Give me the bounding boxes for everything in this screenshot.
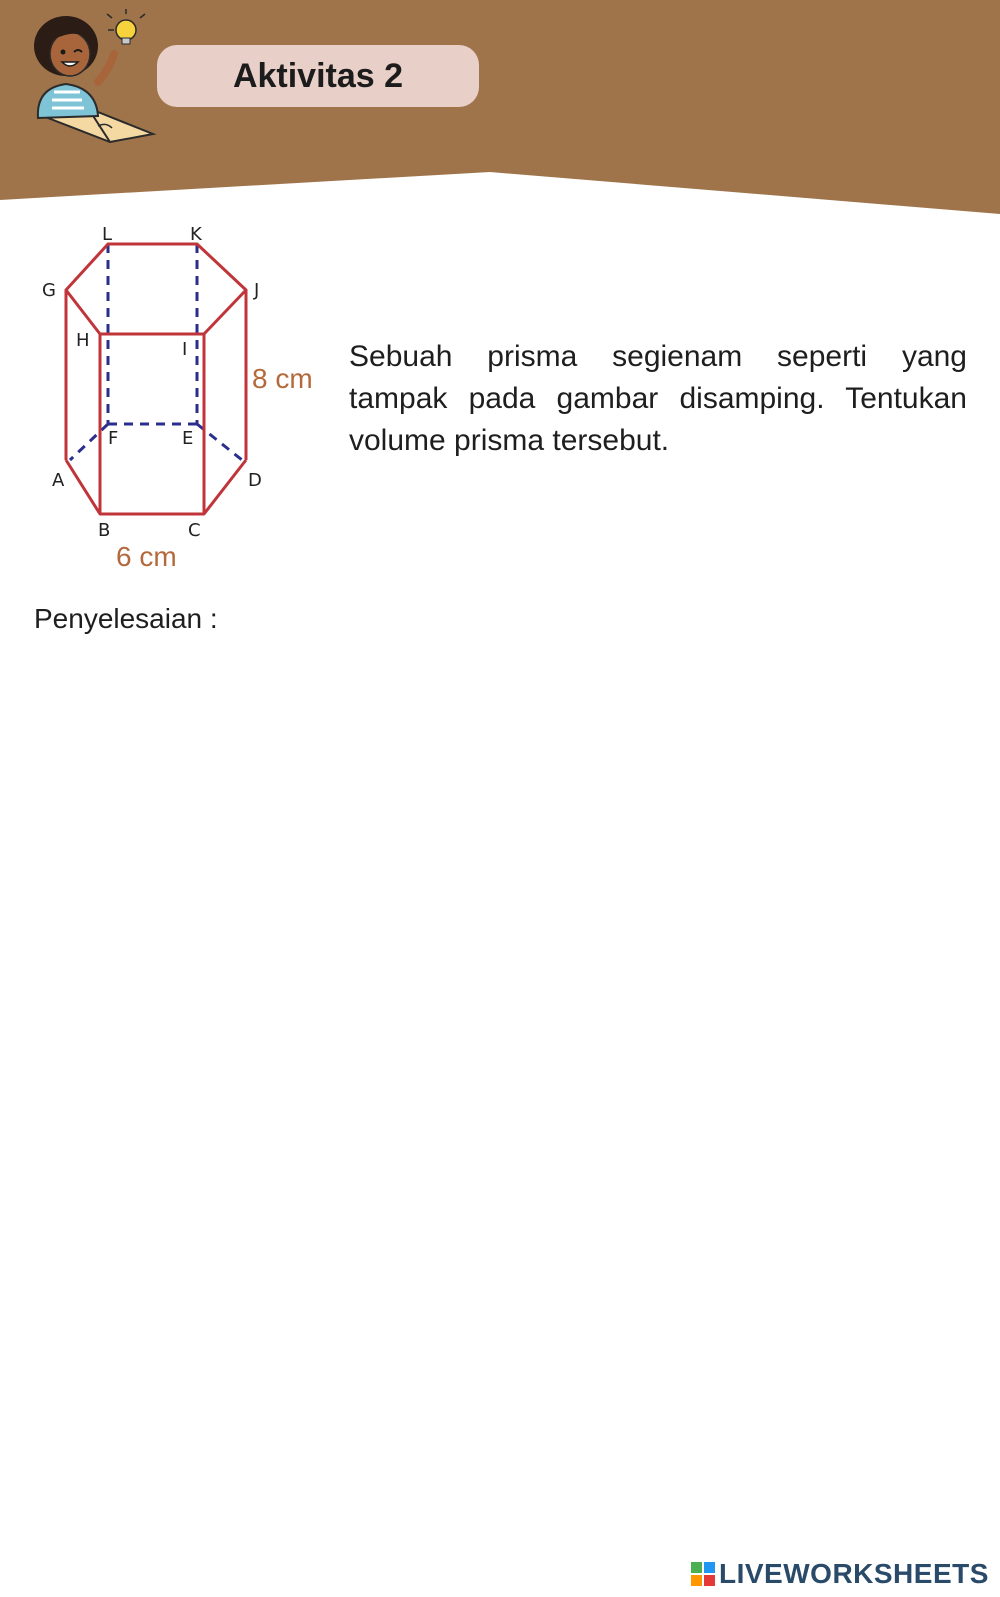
liveworksheets-grid-icon <box>691 1562 715 1586</box>
problem-statement: Sebuah prisma segienam seperti yang tampak pada gambar disamping. Tentukan volume prisma tersebut. <box>349 340 967 457</box>
hidden-edges <box>70 244 242 460</box>
vertex-label-H: H <box>76 330 90 351</box>
vertex-label-A: A <box>52 470 65 491</box>
activity-title: Aktivitas 2 <box>157 45 479 107</box>
brand-name: LIVEWORKSHEETS <box>719 1558 989 1589</box>
vertex-label-J: J <box>254 280 260 301</box>
height-dimension-label: 8 cm <box>252 363 313 394</box>
vertex-label-L: L <box>102 224 113 245</box>
vertex-label-G: G <box>42 280 56 301</box>
student-mascot-icon <box>18 8 158 143</box>
vertex-label-F: F <box>108 428 119 449</box>
vertex-label-E: E <box>182 428 194 449</box>
base-dimension-label: 6 cm <box>116 541 177 572</box>
vertex-label-I: I <box>182 339 188 360</box>
visible-edges <box>66 244 246 514</box>
hexagonal-prism-figure <box>30 220 340 590</box>
solution-label: Penyelesaian : <box>34 603 218 634</box>
vertex-label-K: K <box>190 224 202 245</box>
vertex-label-D: D <box>248 470 262 491</box>
vertex-label-C: C <box>188 520 201 541</box>
liveworksheets-logo <box>691 1556 989 1592</box>
vertex-label-B: B <box>98 520 111 541</box>
